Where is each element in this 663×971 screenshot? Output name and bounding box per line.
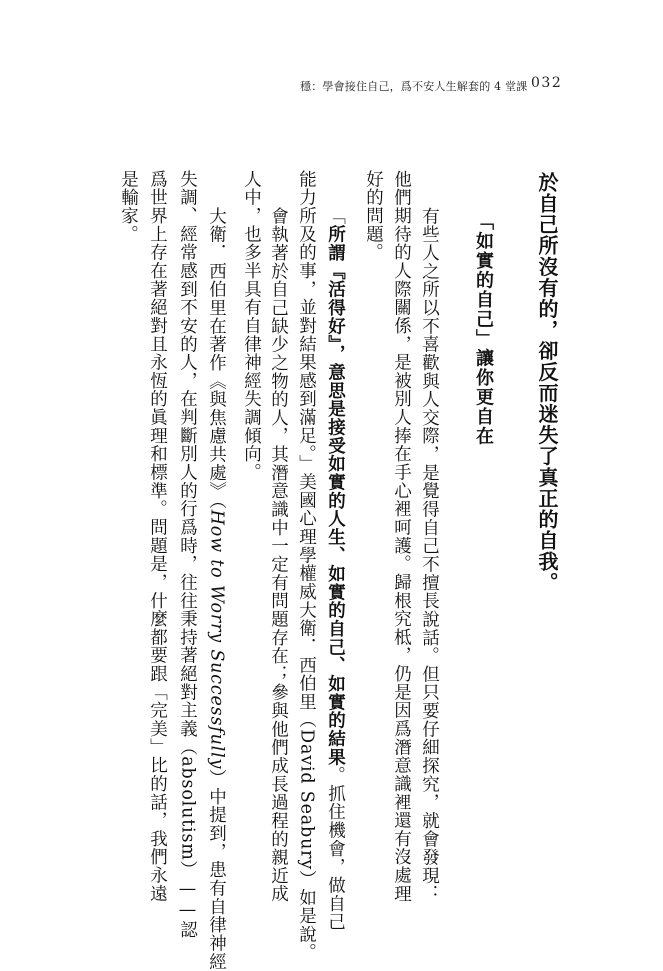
paragraph-text: 失調、經常感到不安的人，在判斷別人的行爲時，往往秉持著絕對主義（: [177, 170, 198, 757]
book-title-latin: How to Worry Successfully: [206, 509, 227, 770]
paragraph-line: [207, 207, 225, 971]
paragraph-line: [178, 170, 196, 939]
latin-name: David Seabury: [296, 729, 317, 871]
paragraph-text: ）中提到，患有自律神經: [206, 769, 227, 971]
paragraph-line: 是輸家。: [118, 170, 139, 244]
paragraph-line: [326, 207, 344, 931]
paragraph-text: 。抓住機會，做自己: [325, 766, 346, 932]
open-quote-mark: 「: [325, 207, 346, 226]
running-title: 穩：學會接住自己，爲不安人生解套的 4 堂課: [300, 80, 528, 93]
paragraph-line: 會執著於自己缺少之物的人，其潛意識中一定有問題存在；參與他們成長過程的親近成: [268, 207, 289, 904]
paragraph-line: [297, 170, 315, 962]
paragraph-text: 大衛．西伯里在著作《與焦慮共處》（: [206, 207, 227, 510]
paragraph-text: ）——認: [177, 860, 198, 939]
section-heading: 「如實的自己」讓你更自在: [473, 212, 494, 446]
page-number: 032: [531, 75, 563, 91]
paragraph-line: 爲世界上存在著絕對且永恆的眞理和標準。問題是，什麼都要跟「完美」比的話，我們永遠: [147, 170, 168, 903]
paragraph-line: 好的問題。: [363, 170, 384, 262]
paragraph-text: 能力所及的事，並對結果感到滿足。」美國心理學權威大衛．西伯里（: [296, 170, 317, 730]
paragraph-line: 有些人之所以不喜歡與人交際，是覺得自己不擅長說話。但只要仔細探究，就會發現：: [419, 207, 440, 904]
bold-quotation: 所謂『活得好』，意思是接受如實的人生、如實的自己、如實的結果: [325, 225, 346, 767]
pull-quote-line: 於自己所沒有的，卻反而迷失了真正的自我。: [535, 172, 559, 593]
paragraph-text: ）如是說。: [296, 870, 317, 962]
latin-term: absolutism: [177, 756, 198, 861]
paragraph-line: 他們期待的人際關係，是被別人捧在手心裡呵護。歸根究柢，仍是因爲潛意識裡還有沒處理: [391, 170, 412, 903]
paragraph-line: 人中，也多半具有自律神經失調傾向。: [241, 170, 262, 482]
